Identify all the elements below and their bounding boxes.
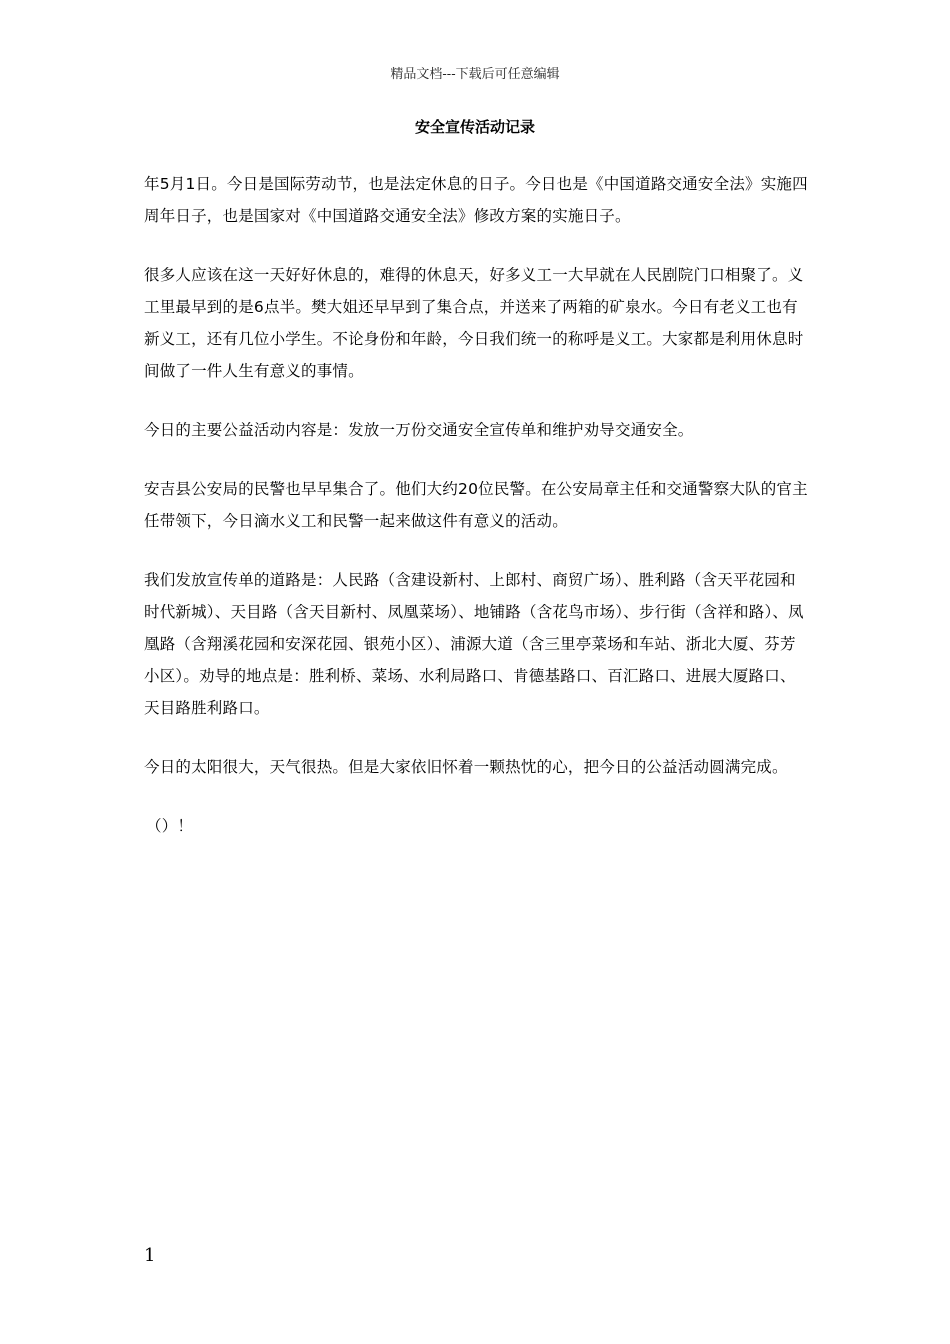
paragraph-volunteers: 很多人应该在这一天好好休息的，难得的休息天，好多义工一大早就在人民剧院门口相聚了。义工里最早到的是6点半。樊大姐还早早到了集合点，并送来了两箱的矿泉水。今日有老义工也有新义工，还有几位小学生。不论身份和年龄，今日我们统一的称呼是义工。大家都是利用休息时间做了一件人生有意义的事情。 — [144, 266, 804, 380]
paragraph-roads: 我们发放宣传单的道路是：人民路（含建设新村、上郎村、商贸广场）、胜利路（含天平花园和时代新城）、天目路（含天目新村、凤凰菜场）、地铺路（含花鸟市场）、步行街（含祥和路）、凤凰路（含翔溪花园和安深花园、银苑小区）、浦源大道（含三里亭菜场和车站、浙北大厦、芬芳小区）。劝导的地点是：胜利桥、菜场、水利局路口、肯德基路口、百汇路口、进展大厦路口、天目路胜利路口。 — [144, 571, 804, 717]
paragraph-activity-content: 今日的主要公益活动内容是：发放一万份交通安全宣传单和维护劝导交通安全。 — [144, 421, 694, 439]
paragraph-closing: （）！ — [146, 817, 194, 835]
paragraph-weather: 今日的太阳很大，天气很热。但是大家依旧怀着一颗热忱的心，把今日的公益活动圆满完成。 — [144, 758, 788, 776]
paragraph-police: 安吉县公安局的民警也早早集合了。他们大约20位民警。在公安局章主任和交通警察大队的官主任带领下，今日滴水义工和民警一起来做这件有意义的活动。 — [144, 480, 808, 530]
paragraph-date-intro: 年5月1日。今日是国际劳动节，也是法定休息的日子。今日也是《中国道路交通安全法》实施四周年日子，也是国家对《中国道路交通安全法》修改方案的实施日子。 — [144, 175, 808, 225]
page-number: 1 — [144, 1245, 156, 1266]
document-title: 安全宣传活动记录 — [414, 118, 535, 136]
document-body — [144, 168, 808, 869]
header-note: 精品文档---下载后可任意编辑 — [390, 67, 560, 82]
